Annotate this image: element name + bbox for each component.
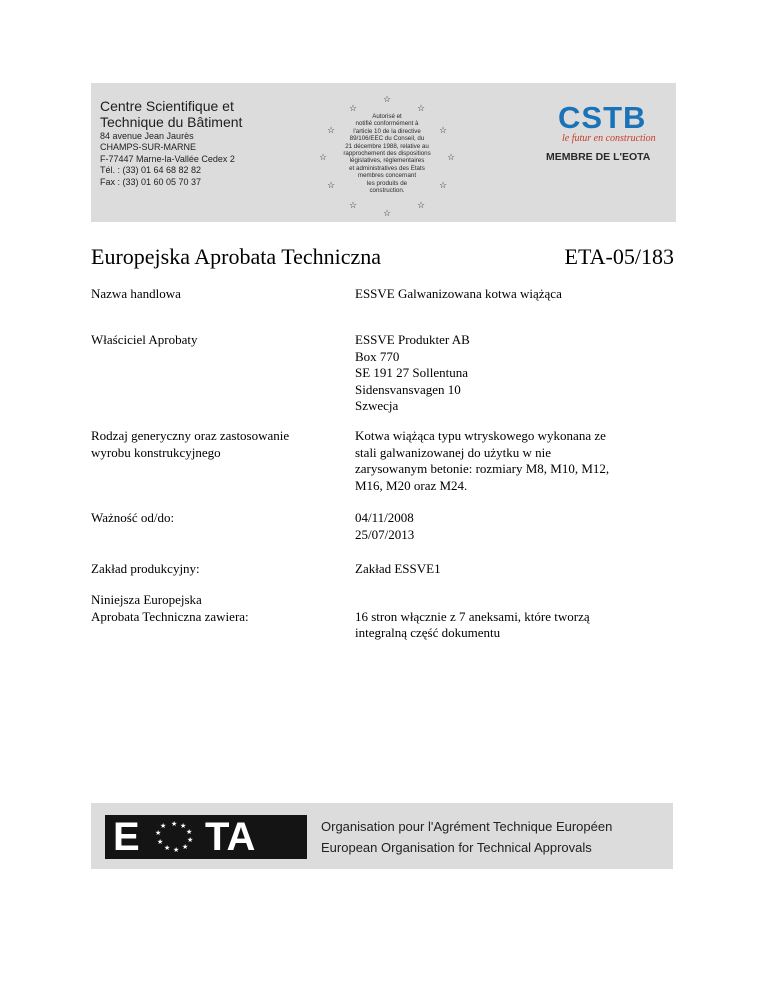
eota-name-english: European Organisation for Technical Approvals — [321, 840, 592, 855]
row-value: 04/11/2008 25/07/2013 — [355, 510, 415, 542]
svg-text:★: ★ — [160, 822, 167, 830]
address-line: Fax : (33) 01 60 05 70 37 — [100, 176, 202, 187]
row-value: Zakład ESSVE1 — [355, 561, 441, 576]
svg-text:★: ★ — [186, 828, 193, 836]
star-icon: ☆ — [327, 180, 336, 190]
org-address — [100, 131, 242, 188]
eu-notification-seal — [313, 95, 461, 220]
row-label: Ważność od/do: — [91, 510, 175, 525]
cstb-logo-block — [546, 100, 674, 163]
star-icon: ☆ — [383, 208, 392, 218]
cstb-organization-block — [100, 98, 242, 188]
row-value: 16 stron włącznie z 7 aneksami, które tworzą integralną część dokumentu — [355, 608, 590, 640]
org-name-line-1: Centre Scientifique et — [100, 98, 234, 114]
svg-text:★: ★ — [180, 822, 187, 830]
eota-membership-label: MEMBRE DE L'EOTA — [546, 151, 651, 163]
row-label: Rodzaj generyczny oraz zastosowanie wyrobu konstrukcyjnego — [91, 428, 290, 460]
star-icon: ☆ — [327, 125, 336, 135]
star-icon: ☆ — [417, 103, 426, 113]
row-label: Zakład produkcyjny: — [91, 561, 200, 576]
svg-text:★: ★ — [182, 843, 189, 851]
address-line: Tél. : (33) 01 64 68 82 82 — [100, 165, 202, 176]
star-icon: ☆ — [349, 103, 358, 113]
eota-logo-letter-e: E — [113, 815, 140, 859]
address-line: 84 avenue Jean Jaurès — [100, 131, 194, 141]
row-label: Niniejsza Europejska Aprobata Techniczna zawiera: — [91, 592, 249, 624]
star-icon: ☆ — [319, 152, 328, 162]
star-icon: ☆ — [417, 200, 426, 210]
svg-text:★: ★ — [155, 829, 162, 837]
eota-organisation-names — [321, 816, 612, 858]
row-value: Kotwa wiążąca typu wtryskowego wykonana ze stali galwanizowanej do użytku w nie zarysowanym betonie: rozmiary M8, M10, M12, M16, M20 oraz M24. — [355, 428, 610, 493]
header-banner — [91, 83, 676, 222]
cstb-logo: CSTB — [558, 100, 647, 135]
row-label: Nazwa handlowa — [91, 286, 181, 301]
cstb-tagline: le futur en construction — [562, 133, 656, 144]
address-line: CHAMPS-SUR-MARNE — [100, 142, 197, 153]
star-icon: ☆ — [447, 152, 456, 162]
svg-text:★: ★ — [157, 838, 164, 846]
star-icon: ☆ — [439, 125, 448, 135]
row-value: ESSVE Produkter AB Box 770 SE 191 27 Sollentuna Sidensvansvagen 10 Szwecja — [355, 332, 470, 413]
star-icon: ☆ — [383, 94, 392, 104]
eota-footer-banner — [91, 803, 673, 869]
row-label: Właściciel Aprobaty — [91, 332, 198, 347]
address-line: F-77447 Marne-la-Vallée Cedex 2 — [100, 153, 235, 164]
svg-text:★: ★ — [164, 844, 171, 852]
svg-text:★: ★ — [171, 820, 178, 828]
svg-text:★: ★ — [173, 846, 180, 854]
seal-text: Autorisé et notifié conformément à l'article 10 de la directive 89/106/EEC du Conseil, du 21 décembre 1988, relative au rapprochement des dispositions législatives, réglementaires et administratives des Etats membres concernant les produits de construction. — [343, 113, 431, 195]
eota-logo — [105, 815, 307, 859]
star-icon: ☆ — [349, 200, 358, 210]
row-value: ESSVE Galwanizowana kotwa wiążąca — [355, 286, 562, 301]
document-title: Europejska Aprobata Techniczna — [91, 244, 382, 269]
org-name-line-2: Technique du Bâtiment — [100, 114, 243, 130]
svg-text:★: ★ — [187, 836, 194, 844]
eota-name-french: Organisation pour l'Agrément Technique Européen — [321, 819, 613, 834]
eta-number: ETA-05/183 — [564, 244, 674, 269]
eu-stars-icon — [151, 819, 199, 855]
star-icon: ☆ — [439, 180, 448, 190]
eota-logo-letters-ta: TA — [205, 815, 256, 859]
